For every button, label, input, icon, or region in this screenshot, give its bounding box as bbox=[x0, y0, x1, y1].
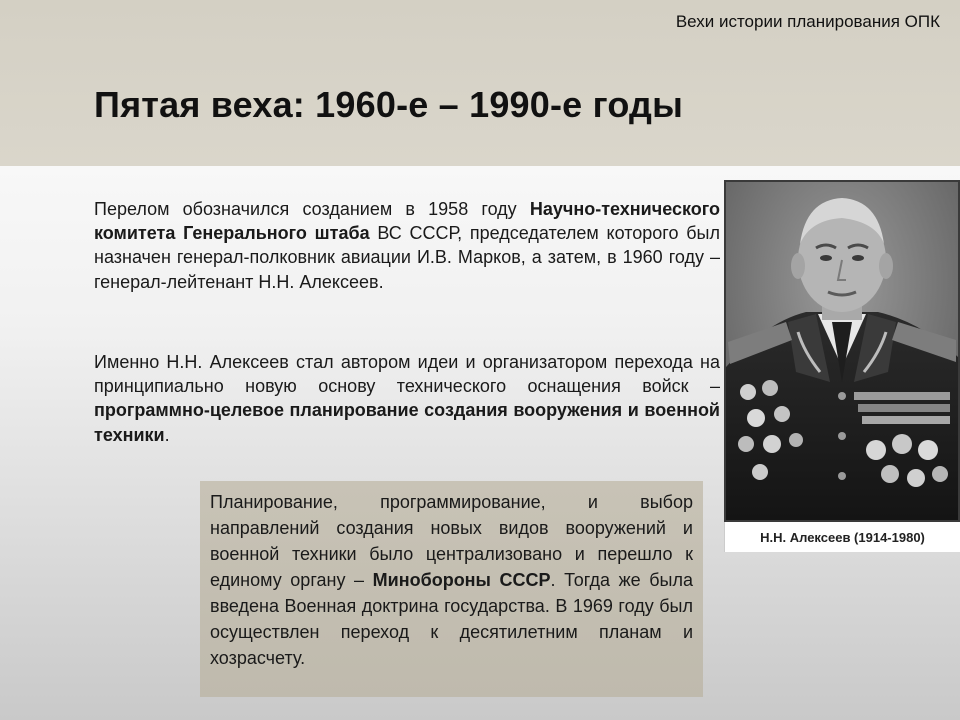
idea-text-part: Именно Н.Н. Алексеев стал автором идеи и организатором перехода на принципиально новую основу технического оснащения войск – bbox=[94, 352, 720, 397]
note-text-part: Планирование, программирование, и выбор направлений создания новых видов вооружений и военной техники было централизовано и перешло к единому органу – bbox=[210, 492, 693, 590]
header-band bbox=[0, 0, 960, 166]
portrait-illustration bbox=[726, 182, 958, 520]
intro-bold-term: Научно-технического комитета Генерального штаба bbox=[94, 199, 720, 244]
note-bold-term: Минобороны СССР bbox=[372, 570, 551, 590]
note-text-part: . Тогда же была введена Военная доктрина государства. В 1969 году был осуществлен переход к десятилетним планам и хозрасчету. bbox=[210, 570, 694, 668]
photo-caption: Н.Н. Алексеев (1914-1980) bbox=[724, 522, 960, 552]
idea-paragraph bbox=[94, 350, 720, 447]
series-title: Вехи истории планирования ОПК bbox=[675, 12, 940, 31]
slide-title: Пятая веха: 1960-е – 1990-е годы bbox=[94, 84, 684, 125]
intro-text-part: Перелом обозначился созданием в 1958 году bbox=[94, 199, 530, 219]
intro-text-part: ВС СССР, председателем которого был назначен генерал-полковник авиации И.В. Марков, а затем, в 1960 году – генерал-лейтенант Н.Н. Алексеев. bbox=[94, 223, 720, 292]
idea-text-part: . bbox=[164, 424, 170, 445]
idea-bold-term: программно-целевое планирование создания вооружения и военной техники bbox=[94, 400, 720, 445]
intro-paragraph bbox=[94, 197, 720, 294]
portrait-photo bbox=[724, 180, 960, 522]
note-box bbox=[200, 481, 703, 697]
